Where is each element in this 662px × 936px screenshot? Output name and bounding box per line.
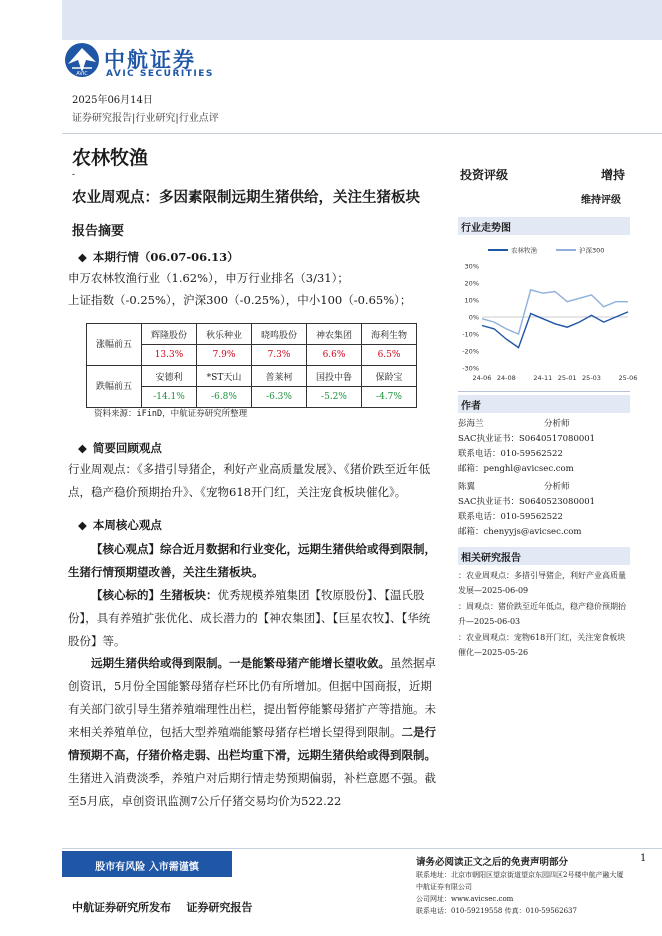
publisher-name: 中航证券研究所发布 [72, 901, 171, 914]
disclaimer-note: 请务必阅读正文之后的免责声明部分 [416, 857, 569, 868]
author-1-title: 分析师 [544, 419, 570, 429]
diamond-bullet-icon: ◆ [78, 441, 87, 455]
down-pct-2: -6.8% [197, 387, 252, 408]
report-headline: 农业周观点：多因素限制远期生猪供给，关注生猪板块 [72, 189, 420, 206]
up-pct-5: 6.5% [362, 345, 417, 366]
core-paragraph-1 [68, 538, 438, 584]
weekly-market-heading [78, 249, 239, 265]
divider [62, 848, 662, 849]
contact-phone-fax: 联系电话：010-59219558 传真：010-59562637 [416, 907, 577, 915]
brand-name-cn: 中航证券 [104, 48, 196, 72]
related-report-3[interactable]: ：农业周观点：宠物618开门红，关注宠食板块催化—2025-05-26 [458, 633, 626, 657]
y-tick-label: -20% [462, 347, 479, 356]
company-name: 中航证券有限公司 [416, 883, 472, 891]
down-name-4: 国投中鲁 [307, 366, 362, 387]
summary-heading: 报告摘要 [72, 224, 125, 239]
review-line-2: 点，稳产稳价预期抬升》、《宠物618开门红，关注宠食板块催化》。 [68, 485, 407, 499]
core-target-text: 优秀规模养殖集团【牧原股份】、【温氏股份】，具有养殖扩张优化、成长潜力的【神农集团】、【巨星农牧】、【华统股份】等。 [68, 588, 431, 648]
related-title: 相关研究报告 [458, 547, 630, 565]
trend-box-title: 行业走势图 [458, 217, 630, 235]
down-name-3: 普莱柯 [252, 366, 307, 387]
industry-trend-chart [458, 238, 638, 388]
review-line-1: 行业周观点：《多措引导猪企，利好产业高质量发展》、《猪价跌至近年低 [68, 462, 431, 476]
brand-logo [64, 42, 224, 82]
author-1-phone: 联系电话：010-59562522 [458, 449, 563, 459]
title-dash: - [72, 170, 76, 180]
avic-logo-icon [64, 42, 100, 78]
x-tick-label: 24-11 [533, 374, 553, 382]
author-2-email: 邮箱：chenyyjs@avicsec.com [458, 527, 582, 537]
legend-label-1: 农林牧渔 [511, 246, 537, 255]
author-2-name: 陈翼 [458, 482, 476, 492]
y-tick-label: -30% [462, 364, 479, 373]
y-tick-label: -10% [462, 330, 479, 339]
brand-name-en: AVIC SECURITIES [106, 69, 214, 79]
market-line-1: 申万农林牧渔行业（1.62%），申万行业排名（3/31）； [68, 271, 349, 285]
industry-title: 农林牧渔 [72, 147, 149, 169]
risk-warning-banner: 股市有风险 入市需谨慎 [62, 851, 232, 877]
review-heading [78, 440, 162, 456]
up-name-1: 辉隆股份 [142, 324, 197, 345]
x-tick-label: 25-01 [557, 374, 577, 382]
review-title: 简要回顾观点 [92, 441, 162, 455]
company-website: 公司网址：www.avicsec.com [416, 895, 514, 903]
down-name-2: *ST天山 [197, 366, 252, 387]
rating-label: 投资评级 [460, 168, 509, 182]
up-pct-2: 7.9% [197, 345, 252, 366]
core-target-label: 【核心标的】生猪板块： [91, 588, 218, 602]
up-name-3: 晓鸣股份 [252, 324, 307, 345]
x-tick-label: 24-08 [496, 374, 516, 382]
up-pct-3: 7.3% [252, 345, 307, 366]
author-1-email: 邮箱：penghl@avicsec.com [458, 464, 574, 474]
y-tick-label: 30% [464, 262, 479, 271]
core-paragraph-2 [68, 584, 438, 653]
table-row [87, 366, 417, 387]
diamond-bullet-icon: ◆ [78, 250, 87, 264]
page-number: 1 [640, 853, 647, 864]
down-name-5: 保龄宝 [362, 366, 417, 387]
down-pct-4: -5.2% [307, 387, 362, 408]
up-name-5: 海利生物 [362, 324, 417, 345]
related-report-1[interactable]: ：农业周观点：多措引导猪企，利好产业高质量发展—2025-06-09 [458, 571, 626, 595]
up-name-4: 神农集团 [307, 324, 362, 345]
performance-table [86, 323, 417, 408]
market-line-2: 上证指数（-0.25%），沪深300（-0.25%），中小100（-0.65%）； [68, 293, 412, 307]
author-2-phone: 联系电话：010-59562522 [458, 512, 563, 522]
up-pct-4: 6.6% [307, 345, 362, 366]
table-source: 资料来源：iFinD，中航证券研究所整理 [94, 409, 248, 419]
series-line-2 [482, 290, 628, 334]
down-pct-3: -6.3% [252, 387, 307, 408]
core-heading [78, 517, 162, 533]
up-name-2: 秋乐种业 [197, 324, 252, 345]
contact-address: 联系地址：北京市朝阳区望京街道望京东园四区2号楼中航产融大厦 [416, 871, 624, 879]
down-pct-5: -4.7% [362, 387, 417, 408]
author-2-cert: SAC执业证书：S0640523080001 [458, 497, 596, 507]
supply-point-1: 远期生猪供给或得到限制。一是能繁母猪产能增长望收敛。 [91, 656, 390, 670]
divider [458, 391, 630, 392]
diamond-bullet-icon: ◆ [78, 518, 87, 532]
up-label: 涨幅前五 [87, 324, 142, 366]
divider [62, 133, 662, 134]
weekly-market-title: 本期行情 [92, 250, 139, 264]
supply-text-1: 虽然据卓创资讯，5月份全国能繁母猪存栏环比仍有所增加。但据中国商报，近期有关部门欲引导生猪养殖端理性出栏，提出暂停能繁母猪扩产等措施。未来相关养殖单位，包括大型养殖端能繁母猪存栏增长望得到限制。 [68, 656, 436, 739]
y-tick-label: 10% [464, 296, 479, 305]
supply-text-2: 生猪进入消费淡季，养殖户对后期行情走势预期偏弱，补栏意愿不强。截至5月底，卓创资讯监测7公斤仔猪交易均价为522.22 [68, 771, 436, 808]
weekly-market-period: （06.07-06.13） [138, 250, 239, 264]
core-view-text: 【核心观点】综合近月数据和行业变化，远期生猪供给或得到限制，生猪行情预期望改善，关注生猪板块。 [68, 542, 436, 579]
table-row [87, 324, 417, 345]
x-tick-label: 25-03 [582, 374, 601, 382]
x-tick-label: 24-06 [472, 374, 492, 382]
down-name-1: 安德利 [142, 366, 197, 387]
breadcrumb: 证券研究报告|行业研究|行业点评 [72, 113, 219, 124]
footer-publisher [72, 899, 252, 915]
rating-note: 维持评级 [581, 195, 621, 206]
supply-point-2: 二是行情预期不高，仔猪价格走弱、出栏均重下滑，远期生猪供给或得到限制。 [68, 725, 436, 762]
y-tick-label: 0% [468, 313, 479, 322]
up-pct-1: 13.3% [142, 345, 197, 366]
core-paragraph-3 [68, 652, 438, 813]
report-type: 证券研究报告 [186, 901, 253, 914]
down-pct-1: -14.1% [142, 387, 197, 408]
logo-mark-text: AVIC [76, 71, 88, 77]
related-report-2[interactable]: ：周观点：猪价跌至近年低点，稳产稳价预期抬升—2025-06-03 [458, 602, 626, 626]
legend-label-2: 沪深300 [579, 246, 605, 255]
author-1-name: 彭海兰 [458, 419, 484, 429]
author-1-cert: SAC执业证书：S0640517080001 [458, 434, 596, 444]
report-date: 2025年06月14日 [72, 95, 153, 106]
x-tick-label: 25-06 [618, 374, 638, 382]
authors-title: 作者 [458, 395, 630, 413]
header-band [62, 0, 662, 40]
author-2-title: 分析师 [544, 482, 570, 492]
rating-value: 增持 [601, 168, 626, 182]
y-tick-label: 20% [464, 279, 479, 288]
core-title: 本周核心观点 [92, 518, 162, 532]
down-label: 跌幅前五 [87, 366, 142, 408]
